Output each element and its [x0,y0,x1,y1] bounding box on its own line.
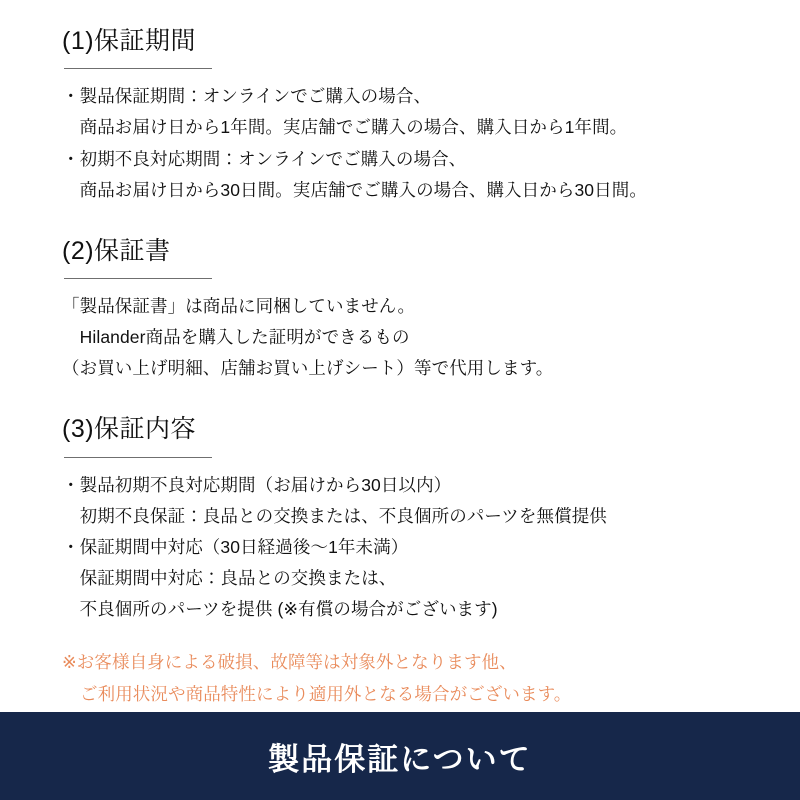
body-line: 商品お届け日から1年間。実店舗でご購入の場合、購入日から1年間。 [62,117,628,138]
section-heading: (1)保証期間 [62,27,197,55]
heading-underline [64,457,212,458]
body-line: ・製品保証期間：オンラインでご購入の場合、 [62,86,432,107]
section-warranty-certificate [62,236,756,385]
body-line: （お買い上げ明細、店舗お買い上げシート）等で代用します。 [62,358,554,379]
body-line: 不良個所のパーツを提供 (※有償の場合がございます) [62,599,498,620]
heading-underline [64,68,212,69]
heading-underline [64,278,212,279]
section-body [62,81,756,206]
body-line: Hilander商品を購入した証明ができるもの [62,327,410,348]
section-body [62,291,756,384]
body-line: ・製品初期不良対応期間（お届けから30日以内） [62,474,452,495]
body-line: ・保証期間中対応（30日経過後〜1年未満） [62,537,409,558]
body-line: 初期不良保証：良品との交換または、不良個所のパーツを無償提供 [62,505,607,526]
footer-title: 製品保証について [268,741,532,777]
body-line: 「製品保証書」は商品に同梱していません。 [62,296,416,317]
body-line: 商品お届け日から30日間。実店舗でご購入の場合、購入日から30日間。 [62,179,647,200]
body-line: ・初期不良対応期間：オンラインでご購入の場合、 [62,148,467,169]
spacer [62,388,756,414]
note-line: ご利用状況や商品特性により適用外となる場合がございます。 [80,684,572,705]
section-heading: (2)保証書 [62,236,171,265]
body-line: 保証期間中対応：良品との交換または、 [62,568,397,589]
note-line: ※お客様自身による破損、故障等は対象外となります他、 [62,652,517,673]
section-heading: (3)保証内容 [62,415,197,444]
section-warranty-period [62,26,756,206]
footer-banner [0,712,800,800]
section-body [62,470,756,626]
spacer [62,210,756,236]
section-warranty-coverage [62,414,756,625]
